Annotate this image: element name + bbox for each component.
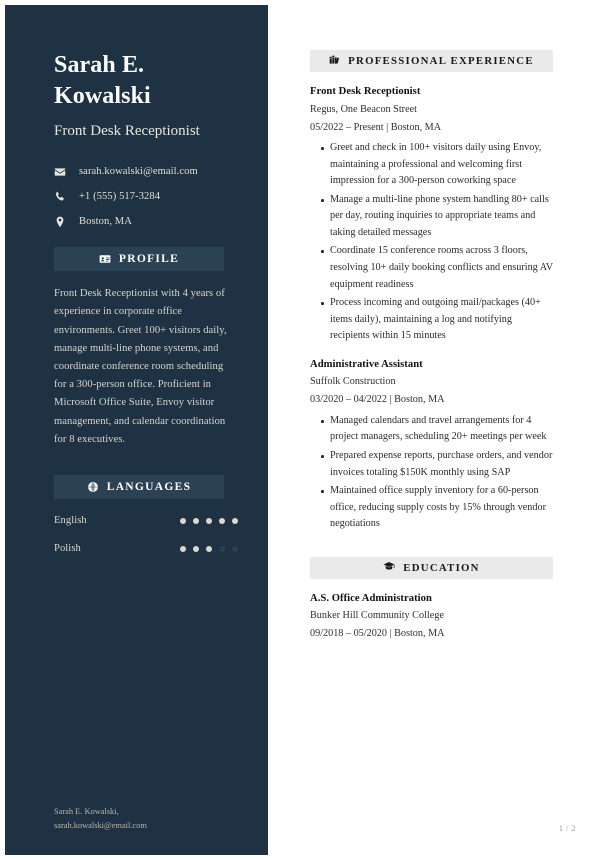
section-title-profile: PROFILE <box>118 253 180 266</box>
contact-location-text: Boston, MA <box>79 215 132 227</box>
footer-email: sarah.kowalski@email.com <box>54 821 147 831</box>
page-number: 1 / 2 <box>558 823 576 833</box>
rating-dot-filled <box>180 546 186 552</box>
entry-bullet-list <box>310 413 553 533</box>
contact-list <box>5 164 268 229</box>
name-block <box>5 5 268 142</box>
bullet-item: Maintained office supply inventory for a 60-person office, reducing supply costs by 15% through vendor negotiations <box>322 483 553 533</box>
rating-dot-filled <box>232 518 238 524</box>
language-row-polish <box>54 543 238 554</box>
main-column <box>310 0 553 642</box>
entry-job-title: Front Desk Receptionist <box>310 86 421 97</box>
bullet-item: Process incoming and outgoing mail/packages (40+ items daily), maintaining a log and notifying recipients within 15 minutes <box>322 295 553 345</box>
contact-item-phone[interactable] <box>54 189 248 204</box>
entry-school: Bunker Hill Community College <box>310 610 444 622</box>
rating-dot-empty <box>219 546 225 552</box>
entry-dates-location: 03/2020 – 04/2022 | Boston, MA <box>310 394 445 406</box>
entry-organization: Suffolk Construction <box>310 376 396 388</box>
entry-dates-location: 09/2018 – 05/2020 | Boston, MA <box>310 628 445 640</box>
candidate-job-title: Front Desk Receptionist <box>54 123 200 140</box>
language-rating-dots <box>180 518 238 524</box>
section-header-experience <box>310 50 553 72</box>
rating-dot-empty <box>232 546 238 552</box>
experience-entry <box>310 358 553 533</box>
contact-phone-text: +1 (555) 517-3284 <box>79 190 161 202</box>
language-rating-dots <box>180 546 238 552</box>
phone-icon <box>54 191 70 203</box>
language-row-english <box>54 515 238 526</box>
sidebar-footer <box>54 805 147 833</box>
sidebar <box>5 5 268 855</box>
section-header-profile <box>54 247 224 271</box>
entry-job-title: Administrative Assistant <box>310 358 423 370</box>
buildings-icon <box>329 52 340 70</box>
footer-name: Sarah E. Kowalski, <box>54 807 119 817</box>
bullet-item: Managed calendars and travel arrangements for 4 project managers, scheduling 20+ meetings per week <box>322 413 553 446</box>
contact-item-email[interactable] <box>54 164 248 179</box>
rating-dot-filled <box>206 546 212 552</box>
candidate-name: Sarah E. Kowalski <box>54 52 151 109</box>
bullet-item: Manage a multi-line phone system handling 80+ calls per day, routing inquiries to appropriate teams and taking detailed messages <box>322 192 553 242</box>
location-pin-icon <box>54 216 70 228</box>
section-spacer <box>310 535 553 557</box>
profile-summary-text: Front Desk Receptionist with 4 years of experience in corporate office environments. Greet 100+ visitors daily, manage multi-line phone systems, and coordinate conference room scheduling for a 300-person office. Proficient in Microsoft Office Suite, Envoy visitor management, and calendar coordination for 8 executives. <box>54 288 227 445</box>
experience-entry <box>310 85 553 345</box>
contact-email-text: sarah.kowalski@email.com <box>79 165 198 177</box>
language-name: English <box>54 515 87 527</box>
rating-dot-filled <box>193 546 199 552</box>
section-title-experience: PROFESSIONAL EXPERIENCE <box>348 55 534 67</box>
rating-dot-filled <box>180 518 186 524</box>
section-title-education: EDUCATION <box>403 561 480 574</box>
education-entry <box>310 592 553 642</box>
languages-list <box>5 515 268 554</box>
entry-organization: Regus, One Beacon Street <box>310 103 417 115</box>
entry-bullet-list <box>310 140 553 344</box>
rating-dot-filled <box>219 518 225 524</box>
contact-item-location <box>54 214 248 229</box>
language-name: Polish <box>54 543 81 555</box>
bullet-item: Coordinate 15 conference rooms across 3 floors, resolving 10+ daily booking conflicts and ensuring AV equipment readiness <box>322 243 553 293</box>
entry-degree: A.S. Office Administration <box>310 592 432 604</box>
section-header-languages <box>54 475 224 499</box>
globe-icon <box>87 481 99 493</box>
section-title-languages: LANGUAGES <box>106 481 192 494</box>
graduation-cap-icon <box>383 559 395 577</box>
section-header-education <box>310 557 553 579</box>
id-card-icon <box>99 253 111 265</box>
bullet-item: Prepared expense reports, purchase orders, and vendor invoices totaling $150K monthly using SAP <box>322 448 553 481</box>
envelope-icon <box>54 166 70 178</box>
entry-dates-location: 05/2022 – Present | Boston, MA <box>310 121 442 133</box>
rating-dot-filled <box>193 518 199 524</box>
rating-dot-filled <box>206 518 212 524</box>
bullet-item: Greet and check in 100+ visitors daily using Envoy, maintaining a professional and welcoming first impression for a 300-person coworking space <box>322 140 553 190</box>
